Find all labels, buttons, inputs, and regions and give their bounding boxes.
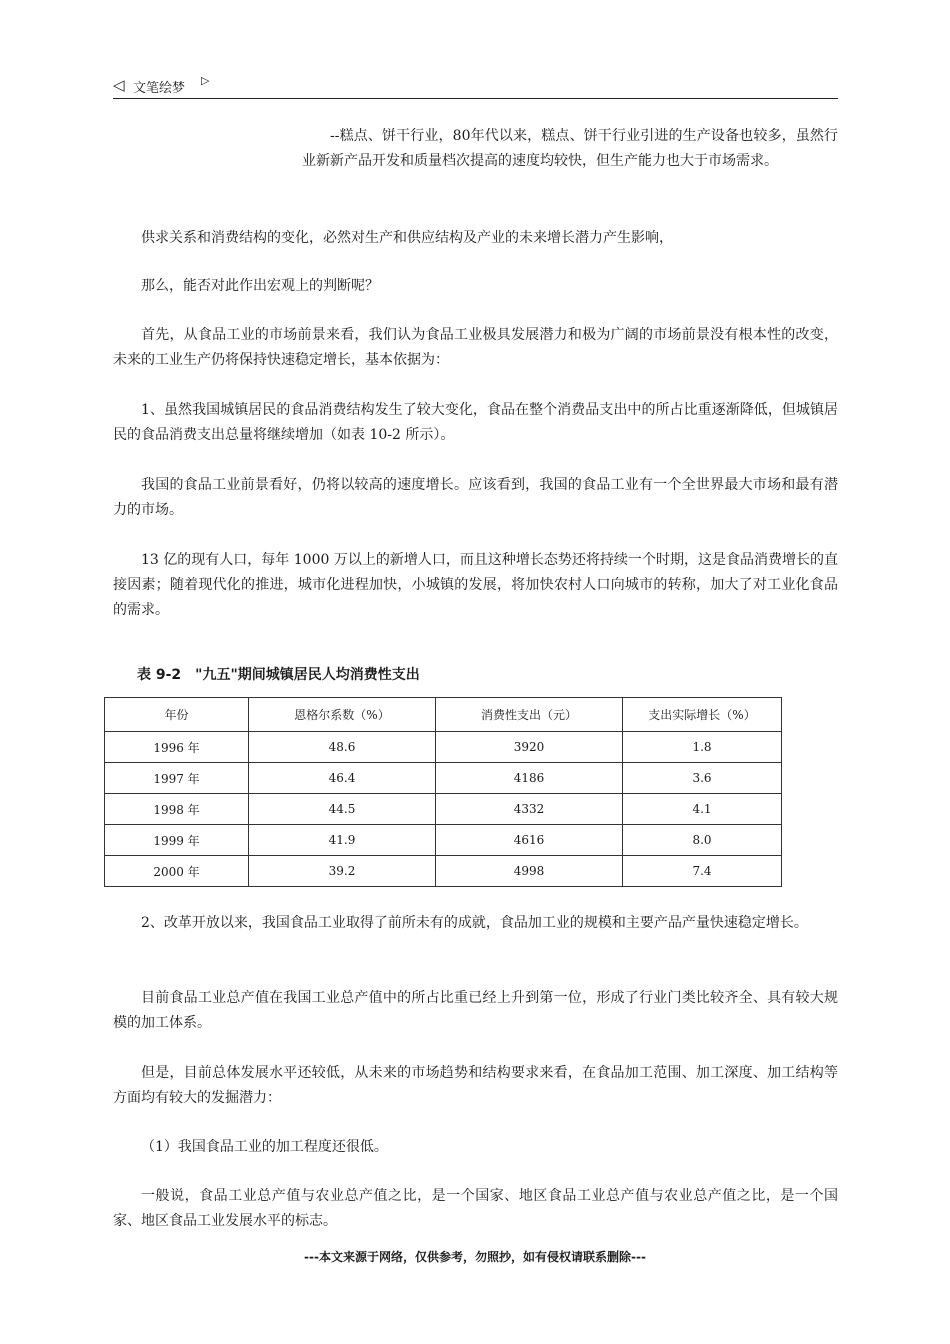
paragraph: 供求关系和消费结构的变化，必然对生产和供应结构及产业的未来增长潜力产生影响， xyxy=(141,230,673,246)
table-cell: 4998 xyxy=(436,856,623,887)
table-cell: 4.1 xyxy=(623,794,782,825)
paragraph: 但是，目前总体发展水平还较低，从未来的市场趋势和结构要求来看，在食品加工范围、加工深度、加工结构等方面均有较大的发掘潜力： xyxy=(113,1065,838,1106)
table-cell: 1997 年 xyxy=(105,763,249,794)
column-header: 恩格尔系数（%） xyxy=(249,698,436,732)
column-header: 年份 xyxy=(105,698,249,732)
paragraph: 2、改革开放以来，我国食品工业取得了前所未有的成就，食品加工业的规模和主要产品产量快速稳定增长。 xyxy=(141,915,808,931)
table-cell: 4616 xyxy=(436,825,623,856)
paragraph: 一般说，食品工业总产值与农业总产值之比，是一个国家、地区食品工业总产值与农业总产值之比，是一个国家、地区食品工业发展水平的标志。 xyxy=(113,1188,838,1229)
table-cell: 4186 xyxy=(436,763,623,794)
table-cell: 2000 年 xyxy=(105,856,249,887)
table-cell: 1.8 xyxy=(623,732,782,763)
paragraph: 那么，能否对此作出宏观上的判断呢？ xyxy=(141,278,379,294)
paragraph: 首先，从食品工业的市场前景来看，我们认为食品工业极具发展潜力和极为广阔的市场前景没有根本性的改变，未来的工业生产仍将保持快速稳定增长，基本依据为： xyxy=(113,327,838,368)
paragraph: 13 亿的现有人口，每年 1000 万以上的新增人口，而且这种增长态势还将持续一个时期，这是食品消费增长的直接因素；随着现代化的推进，城市化进程加快，小城镇的发展，将加快农村人口向城市的转称，加大了对工业化食品的需求。 xyxy=(113,552,838,618)
table-number: 表 9-2 xyxy=(137,667,182,683)
table-caption xyxy=(137,664,434,684)
table-cell: 1998 年 xyxy=(105,794,249,825)
page-header xyxy=(113,72,838,99)
column-header: 支出实际增长（%） xyxy=(623,698,782,732)
table-cell: 39.2 xyxy=(249,856,436,887)
table-cell: 41.9 xyxy=(249,825,436,856)
table-cell: 7.4 xyxy=(623,856,782,887)
paragraph: 我国的食品工业前景看好，仍将以较高的速度增长。应该看到，我国的食品工业有一个全世界最大市场和最有潜力的市场。 xyxy=(113,477,838,518)
table-row xyxy=(105,763,782,794)
paragraph: （1）我国食品工业的加工程度还很低。 xyxy=(141,1139,388,1155)
table-cell: 8.0 xyxy=(623,825,782,856)
paragraph: 1、虽然我国城镇居民的食品消费结构发生了较大变化，食品在整个消费品支出中的所占比重逐渐降低，但城镇居民的食品消费支出总量将继续增加（如表 10-2 所示）。 xyxy=(113,402,838,443)
table-row xyxy=(105,856,782,887)
table-cell: 1996 年 xyxy=(105,732,249,763)
table-cell: 46.4 xyxy=(249,763,436,794)
right-triangle-icon: ▷ xyxy=(201,74,210,87)
table-title: "九五"期间城镇居民人均消费性支出 xyxy=(195,667,420,683)
consumption-table xyxy=(104,697,782,887)
table-cell: 4332 xyxy=(436,794,623,825)
quote-paragraph: --糕点、饼干行业，80年代以来，糕点、饼干行业引进的生产设备也较多，虽然行业新新产品开发和质量档次提高的速度均较快，但生产能力也大于市场需求。 xyxy=(302,128,838,169)
table-cell: 44.5 xyxy=(249,794,436,825)
paragraph: 目前食品工业总产值在我国工业总产值中的所占比重已经上升到第一位，形成了行业门类比较齐全、具有较大规模的加工体系。 xyxy=(113,990,838,1031)
footer-disclaimer: ---本文来源于网络，仅供参考，勿照抄，如有侵权请联系删除--- xyxy=(304,1250,646,1264)
table-cell: 3920 xyxy=(436,732,623,763)
table-cell: 48.6 xyxy=(249,732,436,763)
header-title: 文笔绘梦 xyxy=(133,81,186,96)
column-header: 消费性支出（元） xyxy=(436,698,623,732)
table-cell: 1999 年 xyxy=(105,825,249,856)
left-triangle-icon: ◁ xyxy=(113,76,125,94)
table-cell: 3.6 xyxy=(623,763,782,794)
table-row xyxy=(105,732,782,763)
table-row xyxy=(105,825,782,856)
table-row xyxy=(105,794,782,825)
table-header-row xyxy=(105,698,782,732)
